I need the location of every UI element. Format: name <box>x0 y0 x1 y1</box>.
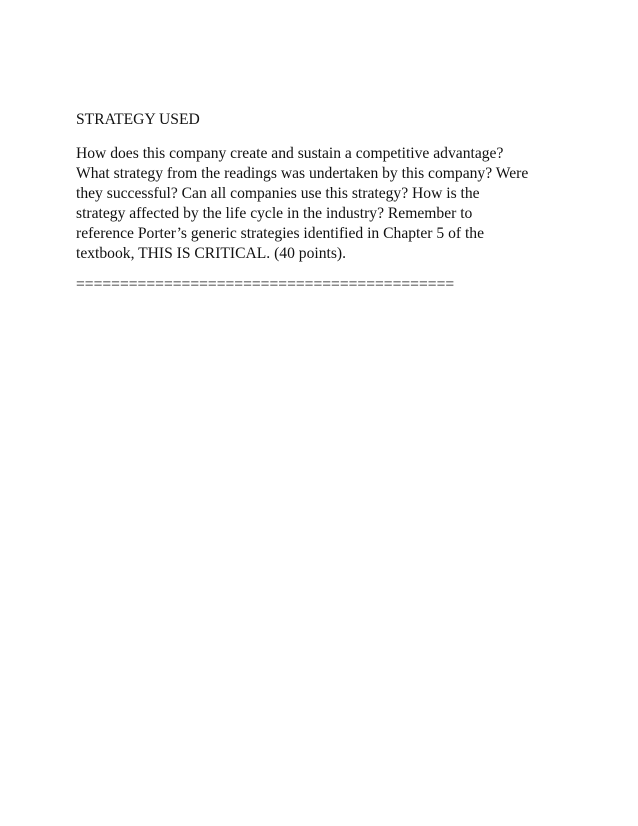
instructions-paragraph <box>76 144 566 264</box>
document-content <box>76 110 566 295</box>
section-heading: STRATEGY USED <box>76 111 200 128</box>
paragraph-line: reference Porter’s generic strategies identified in Chapter 5 of the <box>76 225 485 242</box>
separator-line: =========================================== <box>76 276 455 293</box>
paragraph-line: How does this company create and sustain a competitive advantage? <box>76 145 504 162</box>
paragraph-line: strategy affected by the life cycle in the industry? Remember to <box>76 205 473 222</box>
paragraph-line: textbook, THIS IS CRITICAL. (40 points). <box>76 245 346 262</box>
paragraph-line: What strategy from the readings was undertaken by this company? Were <box>76 165 529 182</box>
paragraph-line: they successful? Can all companies use this strategy? How is the <box>76 185 480 202</box>
